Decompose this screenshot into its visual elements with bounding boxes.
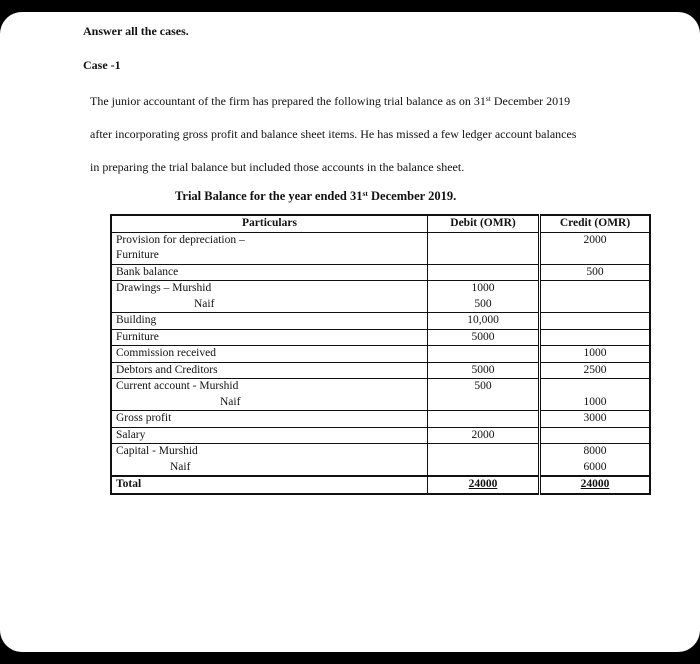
document-page xyxy=(0,12,700,652)
total-label: Total xyxy=(111,476,428,494)
table-row: Current account - Murshid 500 xyxy=(111,379,650,395)
total-debit: 24000 xyxy=(428,476,540,494)
table-row: Bank balance 500 xyxy=(111,264,650,281)
table-row: Naif 1000 xyxy=(111,395,650,411)
trial-balance-table xyxy=(110,214,651,495)
table-row: Commission received 1000 xyxy=(111,346,650,363)
total-credit: 24000 xyxy=(540,476,651,494)
table-row: Furniture 5000 xyxy=(111,329,650,346)
table-row: Gross profit 3000 xyxy=(111,411,650,428)
paragraph-line-1: The junior accountant of the firm has prepared the following trial balance as on 31st December 2019 xyxy=(90,94,571,108)
instruction-heading: Answer all the cases. xyxy=(83,24,189,38)
table-row: Capital - Murshid 8000 xyxy=(111,444,650,460)
header-particulars: Particulars xyxy=(111,215,428,232)
case-heading: Case -1 xyxy=(83,58,121,72)
paragraph-line-3: in preparing the trial balance but included those accounts in the balance sheet. xyxy=(90,160,465,174)
table-header-row xyxy=(111,215,650,232)
table-row: Building 10,000 xyxy=(111,313,650,330)
table-row: Naif 500 xyxy=(111,297,650,313)
paragraph-line-2: after incorporating gross profit and balance sheet items. He has missed a few ledger account balances xyxy=(90,127,577,141)
table-row: Debtors and Creditors 5000 2500 xyxy=(111,362,650,379)
header-debit: Debit (OMR) xyxy=(428,215,540,232)
table-row: Naif 6000 xyxy=(111,460,650,477)
table-row: Furniture xyxy=(111,248,650,264)
header-credit: Credit (OMR) xyxy=(540,215,651,232)
table-row: Provision for depreciation – 2000 xyxy=(111,232,650,248)
table-row: Drawings – Murshid 1000 xyxy=(111,281,650,297)
total-row xyxy=(111,476,650,494)
table-title: Trial Balance for the year ended 31st December 2019. xyxy=(175,189,457,203)
table-row: Salary 2000 xyxy=(111,427,650,444)
